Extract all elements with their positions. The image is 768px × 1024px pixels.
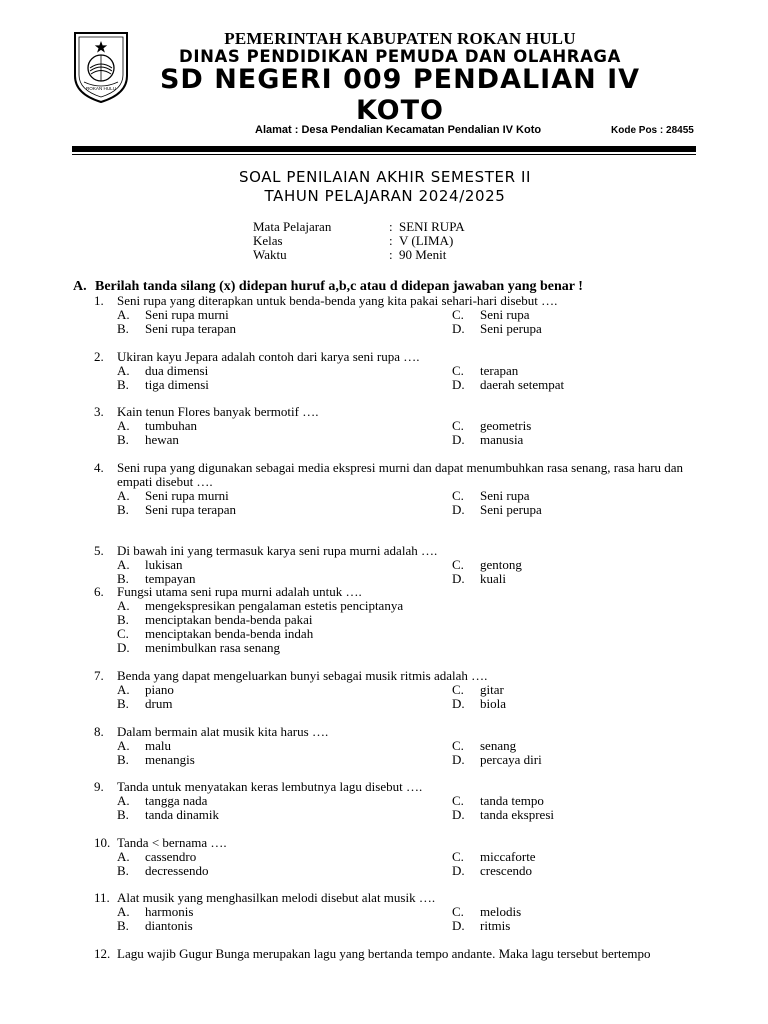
- header-divider-thick: [72, 146, 696, 152]
- option-letter: D.: [452, 571, 465, 586]
- option-letter: C.: [452, 418, 464, 433]
- question-text: Dalam bermain alat musik kita harus ….: [117, 724, 329, 739]
- question-text: Di bawah ini yang termasuk karya seni rupa murni adalah ….: [117, 543, 438, 558]
- info-colon: :: [389, 247, 393, 262]
- option-text: manusia: [480, 432, 524, 447]
- option-text: crescendo: [480, 863, 532, 878]
- option-letter: C.: [117, 626, 129, 641]
- option-text: dua dimensi: [145, 363, 209, 378]
- option-letter: B.: [117, 863, 129, 878]
- option-text: ritmis: [480, 918, 511, 933]
- option-text: Seni rupa terapan: [145, 321, 236, 336]
- option-text: tanda ekspresi: [480, 807, 555, 822]
- option-letter: C.: [452, 488, 464, 503]
- option-text: tempayan: [145, 571, 196, 586]
- question-text: Alat musik yang menghasilkan melodi disebut alat musik ….: [117, 890, 436, 905]
- option-letter: B.: [117, 502, 129, 517]
- option-text: tiga dimensi: [145, 377, 209, 392]
- option-letter: A.: [117, 682, 130, 697]
- question-text: Kain tenun Flores banyak bermotif ….: [117, 404, 319, 419]
- question-number: 10.: [94, 835, 111, 850]
- option-text: menciptakan benda-benda pakai: [145, 612, 313, 627]
- question-number: 3.: [94, 404, 104, 419]
- question-number: 12.: [94, 946, 111, 961]
- option-text: diantonis: [145, 918, 193, 933]
- question-number: 11.: [94, 890, 110, 905]
- option-letter: C.: [452, 363, 464, 378]
- option-text: Seni rupa: [480, 307, 530, 322]
- postal-code: Kode Pos : 28455: [611, 125, 694, 136]
- school-name-line1: SD NEGERI 009 PENDALIAN IV: [159, 64, 641, 95]
- info-label: Kelas: [253, 233, 283, 248]
- question-number: 7.: [94, 668, 104, 683]
- option-text: harmonis: [145, 904, 194, 919]
- option-letter: B.: [117, 377, 129, 392]
- option-text: lukisan: [145, 557, 183, 572]
- option-text: Seni rupa: [480, 488, 530, 503]
- department-name: DINAS PENDIDIKAN PEMUDA DAN OLAHRAGA: [179, 47, 621, 66]
- option-text: terapan: [480, 363, 519, 378]
- option-text: mengekspresikan pengalaman estetis penciptanya: [145, 598, 404, 613]
- info-colon: :: [389, 233, 393, 248]
- option-text: Seni rupa murni: [145, 488, 229, 503]
- option-letter: B.: [117, 807, 129, 822]
- option-text: malu: [145, 738, 171, 753]
- option-letter: A.: [117, 793, 130, 808]
- option-letter: B.: [117, 696, 129, 711]
- section-letter: A.: [73, 279, 87, 294]
- question-text: Tanda untuk menyatakan keras lembutnya lagu disebut ….: [117, 779, 423, 794]
- question-number: 6.: [94, 584, 104, 599]
- option-letter: A.: [117, 849, 130, 864]
- option-text: menciptakan benda-benda indah: [145, 626, 314, 641]
- option-letter: D.: [452, 321, 465, 336]
- option-text: menangis: [145, 752, 195, 767]
- option-letter: A.: [117, 598, 130, 613]
- option-letter: A.: [117, 557, 130, 572]
- option-text: piano: [145, 682, 174, 697]
- school-address: Alamat : Desa Pendalian Kecamatan Pendalian IV Koto: [255, 124, 542, 136]
- info-value: SENI RUPA: [399, 219, 465, 234]
- option-text: daerah setempat: [480, 377, 565, 392]
- option-text: hewan: [145, 432, 179, 447]
- question-number: 9.: [94, 779, 104, 794]
- option-letter: C.: [452, 849, 464, 864]
- option-text: menimbulkan rasa senang: [145, 640, 281, 655]
- option-text: Seni perupa: [480, 321, 542, 336]
- option-letter: C.: [452, 793, 464, 808]
- question-number: 5.: [94, 543, 104, 558]
- logo-text: ROKAN HULU: [85, 86, 117, 91]
- option-text: senang: [480, 738, 517, 753]
- question-number: 1.: [94, 293, 104, 308]
- info-label: Waktu: [253, 247, 287, 262]
- question-number: 2.: [94, 349, 104, 364]
- option-text: tangga nada: [145, 793, 208, 808]
- option-text: geometris: [480, 418, 532, 433]
- option-text: Seni rupa murni: [145, 307, 229, 322]
- option-letter: A.: [117, 738, 130, 753]
- option-text: miccaforte: [480, 849, 536, 864]
- option-letter: B.: [117, 752, 129, 767]
- option-letter: D.: [452, 432, 465, 447]
- government-name: PEMERINTAH KABUPATEN ROKAN HULU: [224, 29, 576, 48]
- option-letter: B.: [117, 321, 129, 336]
- option-letter: C.: [452, 682, 464, 697]
- school-name-line2: KOTO: [355, 95, 445, 126]
- info-value: 90 Menit: [399, 247, 447, 262]
- header-divider-thin: [72, 154, 696, 155]
- option-text: drum: [145, 696, 173, 711]
- option-text: Seni perupa: [480, 502, 542, 517]
- option-letter: A.: [117, 363, 130, 378]
- option-letter: D.: [452, 752, 465, 767]
- info-label: Mata Pelajaran: [253, 219, 332, 234]
- question-text: Fungsi utama seni rupa murni adalah untuk ….: [117, 584, 362, 599]
- option-letter: C.: [452, 738, 464, 753]
- option-letter: D.: [117, 640, 130, 655]
- option-letter: B.: [117, 571, 129, 586]
- option-letter: C.: [452, 557, 464, 572]
- exam-title: SOAL PENILAIAN AKHIR SEMESTER II: [238, 168, 532, 186]
- option-text: tumbuhan: [145, 418, 197, 433]
- option-letter: D.: [452, 807, 465, 822]
- option-text: cassendro: [145, 849, 197, 864]
- option-letter: D.: [452, 863, 465, 878]
- option-letter: D.: [452, 918, 465, 933]
- option-letter: A.: [117, 488, 130, 503]
- option-text: tanda tempo: [480, 793, 544, 808]
- option-text: melodis: [480, 904, 522, 919]
- option-letter: D.: [452, 696, 465, 711]
- option-letter: C.: [452, 307, 464, 322]
- question-text: Benda yang dapat mengeluarkan bunyi sebagai musik ritmis adalah ….: [117, 668, 488, 683]
- option-text: decressendo: [145, 863, 209, 878]
- option-text: kuali: [480, 571, 506, 586]
- question-text: Seni rupa yang digunakan sebagai media ekspresi murni dan dapat menumbuhkan rasa senang, rasa haru dan empati disebut ….: [117, 460, 684, 489]
- option-letter: B.: [117, 918, 129, 933]
- option-letter: A.: [117, 904, 130, 919]
- option-text: gitar: [480, 682, 504, 697]
- question-text: Lagu wajib Gugur Bunga merupakan lagu yang bertanda tempo andante. Maka lagu tersebut bertempo: [117, 946, 651, 961]
- question-text: Seni rupa yang diterapkan untuk benda-benda yang kita pakai sehari-hari disebut ….: [117, 293, 558, 308]
- option-text: Seni rupa terapan: [145, 502, 236, 517]
- question-text: Tanda < bernama ….: [117, 835, 227, 850]
- option-letter: B.: [117, 432, 129, 447]
- option-text: gentong: [480, 557, 522, 572]
- option-text: tanda dinamik: [145, 807, 220, 822]
- option-letter: D.: [452, 502, 465, 517]
- option-letter: C.: [452, 904, 464, 919]
- question-text: Ukiran kayu Jepara adalah contoh dari karya seni rupa ….: [117, 349, 420, 364]
- info-value: V (LIMA): [399, 233, 454, 248]
- option-text: percaya diri: [480, 752, 542, 767]
- question-number: 4.: [94, 460, 104, 475]
- option-letter: A.: [117, 418, 130, 433]
- option-letter: A.: [117, 307, 130, 322]
- question-number: 8.: [94, 724, 104, 739]
- info-colon: :: [389, 219, 393, 234]
- section-instruction: Berilah tanda silang (x) didepan huruf a,b,c atau d didepan jawaban yang benar !: [95, 279, 583, 294]
- option-letter: B.: [117, 612, 129, 627]
- option-letter: D.: [452, 377, 465, 392]
- option-text: biola: [480, 696, 506, 711]
- academic-year: TAHUN PELAJARAN 2024/2025: [264, 187, 506, 205]
